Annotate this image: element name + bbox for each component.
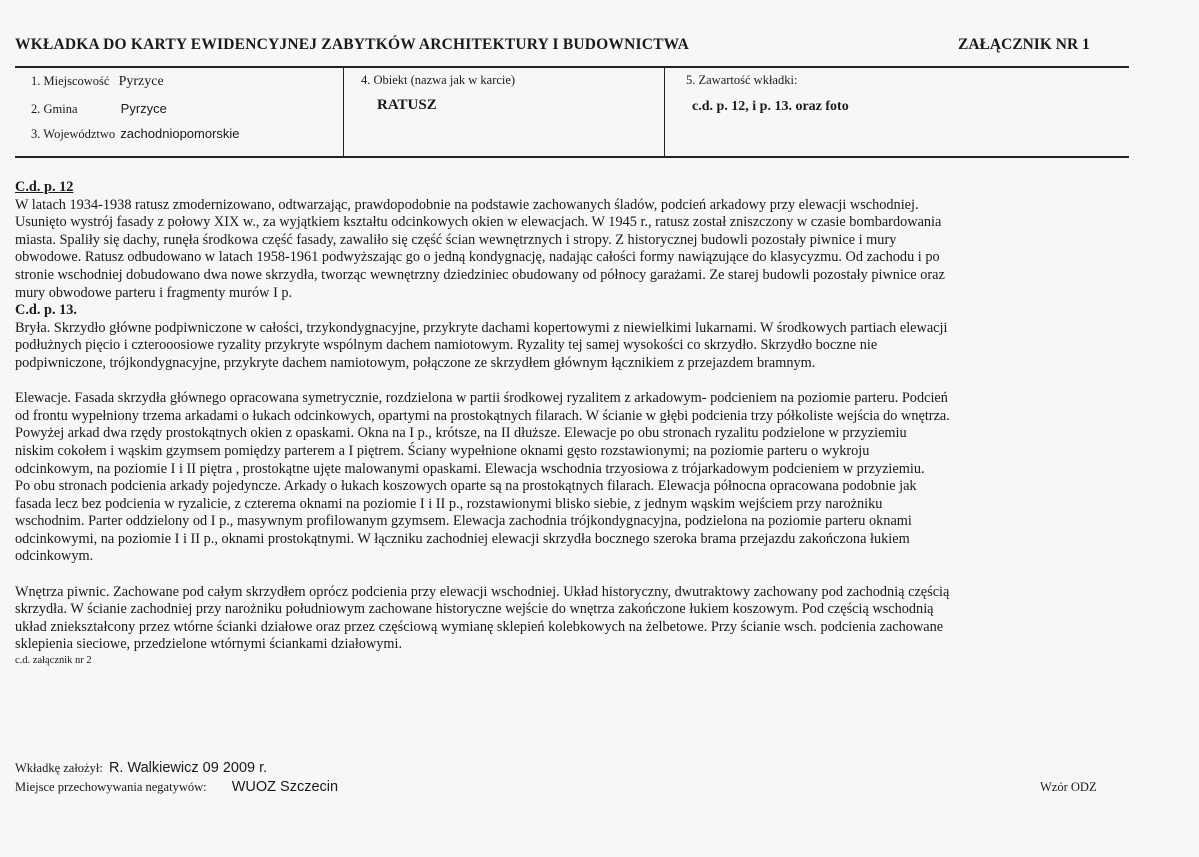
interiors-text-line: Wnętrza piwnic. Zachowane pod całym skrzydłem oprócz podcienia przy elewacji wschodniej. Układ historyczny, dwutraktowy zachowany pod zachodnią częścią <box>15 583 950 600</box>
voivodeship-row <box>31 126 240 142</box>
p12-text-line: miasta. Spaliły się dachy, runęła środkowa część fasady, zawaliło się część ścian wewnętrznych i stropy. Z historycznej budowli pozostały piwnice i mury <box>15 231 897 248</box>
elevations-text-line: odcinkowym. <box>15 548 94 565</box>
header-title: WKŁADKA DO KARTY EWIDENCYJNEJ ZABYTKÓW ARCHITEKTURY I BUDOWNICTWA <box>15 36 690 53</box>
locality-row <box>31 74 164 90</box>
contents-label: 5. Zawartość wkładki: <box>686 73 798 87</box>
p13-text-line: podpiwniczone, trójkondygnacyjne, przykryte dachem namiotowym, połączone ze skrzydłem głównym łącznikiem z przejazdem bramnym. <box>15 354 816 371</box>
commune-value: Pyrzyce <box>120 101 167 116</box>
heading-p13: C.d. p. 13. <box>15 302 77 319</box>
storage-row <box>15 779 338 795</box>
storage-value: WUOZ Szczecin <box>231 779 339 795</box>
elevations-text-line: odcinkowymi, na poziomie I i II p., oknami prostokątnymi. W łączniku zachodniej elewacji skrzydła bocznego szeroka brama przejazdu zakończona łukiem <box>15 530 910 547</box>
document-body <box>15 179 1140 668</box>
p12-text-line: mury obwodowe parteru i fragmenty murów I p. <box>15 284 293 301</box>
annex-number: ZAŁĄCZNIK NR 1 <box>958 36 1090 53</box>
pattern-code: Wzór ODZ <box>1040 780 1097 794</box>
elevations-text-line: niskim cokołem i wąskim gzymsem pomiędzy parterem a I piętrem. Ściany wypełnione oknami gęsto rozstawionymi; na poziomie parteru o wykroju <box>15 442 870 459</box>
elevations-text-line: od frontu wypełniony trzema arkadami o łukach odcinkowych, opartymi na prostokątnych filarach. W ścianie w głębi podcienia trzy półkoliste wejścia do wnętrza. <box>15 407 950 424</box>
p13-text-line: podłużnych pięcio i czterooosiowe ryzality przykryte wspólnym dachem namiotowym. Ryzality tej samej wysokości co skrzydło. Skrzydło boczne nie <box>15 337 878 354</box>
elevations-text-line: Elewacje. Fasada skrzydła głównego opracowana symetrycznie, rozdzielona w partii środkowej ryzalitem z arkadowym- podcieniem na poziomie parteru. Podcień <box>15 390 948 407</box>
section-p12 <box>15 197 1140 303</box>
commune-row <box>31 101 167 117</box>
elevations-text-line: Po obu stronach podcienia arkady pojedyncze. Arkady o łukach koszowych oparte są na prostokątnych filarach. Elewacja północna opracowana podobnie jak <box>15 478 917 495</box>
p12-text-line: Usunięto wystrój fasady z połowy XIX w., za wyjątkiem kształtu odcinkowych okien w elewacjach. W 1945 r., ratusz został zniszczony w czasie bombardowania <box>15 214 942 231</box>
elevations-text-line: fasada lecz bez podcienia w ryzalicie, z czterema oknami na poziomie I i II p., rozstawionymi blisko siebie, z jednym wąskim wejściem przy narożniku <box>15 495 883 512</box>
section-elevations <box>15 390 1140 566</box>
locality-value: Pyrzyce <box>118 74 164 89</box>
continued-note: c.d. załącznik nr 2 <box>15 655 92 667</box>
storage-label: Miejsce przechowywania negatywów: <box>15 780 207 794</box>
interiors-text-line: skrzydła. W ścianie zachodniej przy narożniku południowym zachowane historyczne wejście do wnętrza zakończone łukiem koszowym. Pod częścią wschodnią <box>15 601 934 618</box>
commune-label: 2. Gmina <box>31 102 78 116</box>
info-column-contents <box>666 68 1129 156</box>
section-interiors <box>15 584 1140 654</box>
info-box <box>15 66 1129 158</box>
elevations-text-line: Powyżej arkad dwa rzędy prostokątnych okien z opaskami. Okna na I p., krótsze, na II dłuższe. Elewacje po obu stronach ryzalitu podzielone w przyziemiu <box>15 425 907 442</box>
voivodeship-label: 3. Województwo <box>31 127 116 141</box>
contents-value: c.d. p. 12, i p. 13. oraz foto <box>692 99 849 114</box>
info-column-location <box>15 68 344 156</box>
author-label: Wkładkę założył: <box>15 761 103 775</box>
p12-text-line: stronie wschodniej dobudowano dwa nowe skrzydła, tworząc wewnętrzny dziedziniec obudowany od północy garażami. Ze starej budowli pozostały piwnice oraz <box>15 266 945 283</box>
elevations-text-line: wschodnim. Parter oddzielony od I p., masywnym profilowanym gzymsem. Elewacja zachodnia trójkondygnacyjna, podzielona na poziomie parteru oknami <box>15 513 912 530</box>
p12-text-line: W latach 1934-1938 ratusz zmodernizowano, odtwarzając, prawdopodobnie na podstawie zachowanych śladów, podcień arkadowy przy elewacji wschodniej. <box>15 196 919 213</box>
info-column-object <box>344 68 665 156</box>
elevations-text-line: odcinkowym, na poziomie I i II piętra , prostokątne ujęte malowanymi opaskami. Elewacja wschodnia trzyosiowa z trójarkadowym podcieniem w przyziemiu. <box>15 460 925 477</box>
object-label: 4. Obiekt (nazwa jak w karcie) <box>361 73 516 87</box>
locality-label: 1. Miejscowość <box>31 74 110 88</box>
interiors-text-line: sklepienia sieciowe, przedzielone wtórnymi ściankami działowymi. <box>15 636 403 653</box>
interiors-text-line: układ zniekształcony przez wtórne ścianki działowe oraz przez częściową wymianę sklepień kolebkowych na żelbetowe. Przy ścianie wsch. podcienia zachowane <box>15 618 944 635</box>
author-row <box>15 760 267 776</box>
heading-p12: C.d. p. 12 <box>15 179 74 195</box>
author-value: R. Walkiewicz 09 2009 r. <box>108 760 268 776</box>
section-p13 <box>15 320 1140 373</box>
voivodeship-value: zachodniopomorskie <box>120 126 240 141</box>
object-value: RATUSZ <box>377 97 437 113</box>
p12-text-line: obwodowe. Ratusz odbudowano w latach 1958-1961 podwyższając go o jedną kondygnację, nadając całości formy nawiązujące do klasycyzmu. Od zachodu i po <box>15 249 940 266</box>
p13-text-line: Bryła. Skrzydło główne podpiwniczone w całości, trzykondygnacyjne, przykryte dachami kopertowymi z niewielkimi lukarnami. W środkowych partiach elewacji <box>15 319 948 336</box>
